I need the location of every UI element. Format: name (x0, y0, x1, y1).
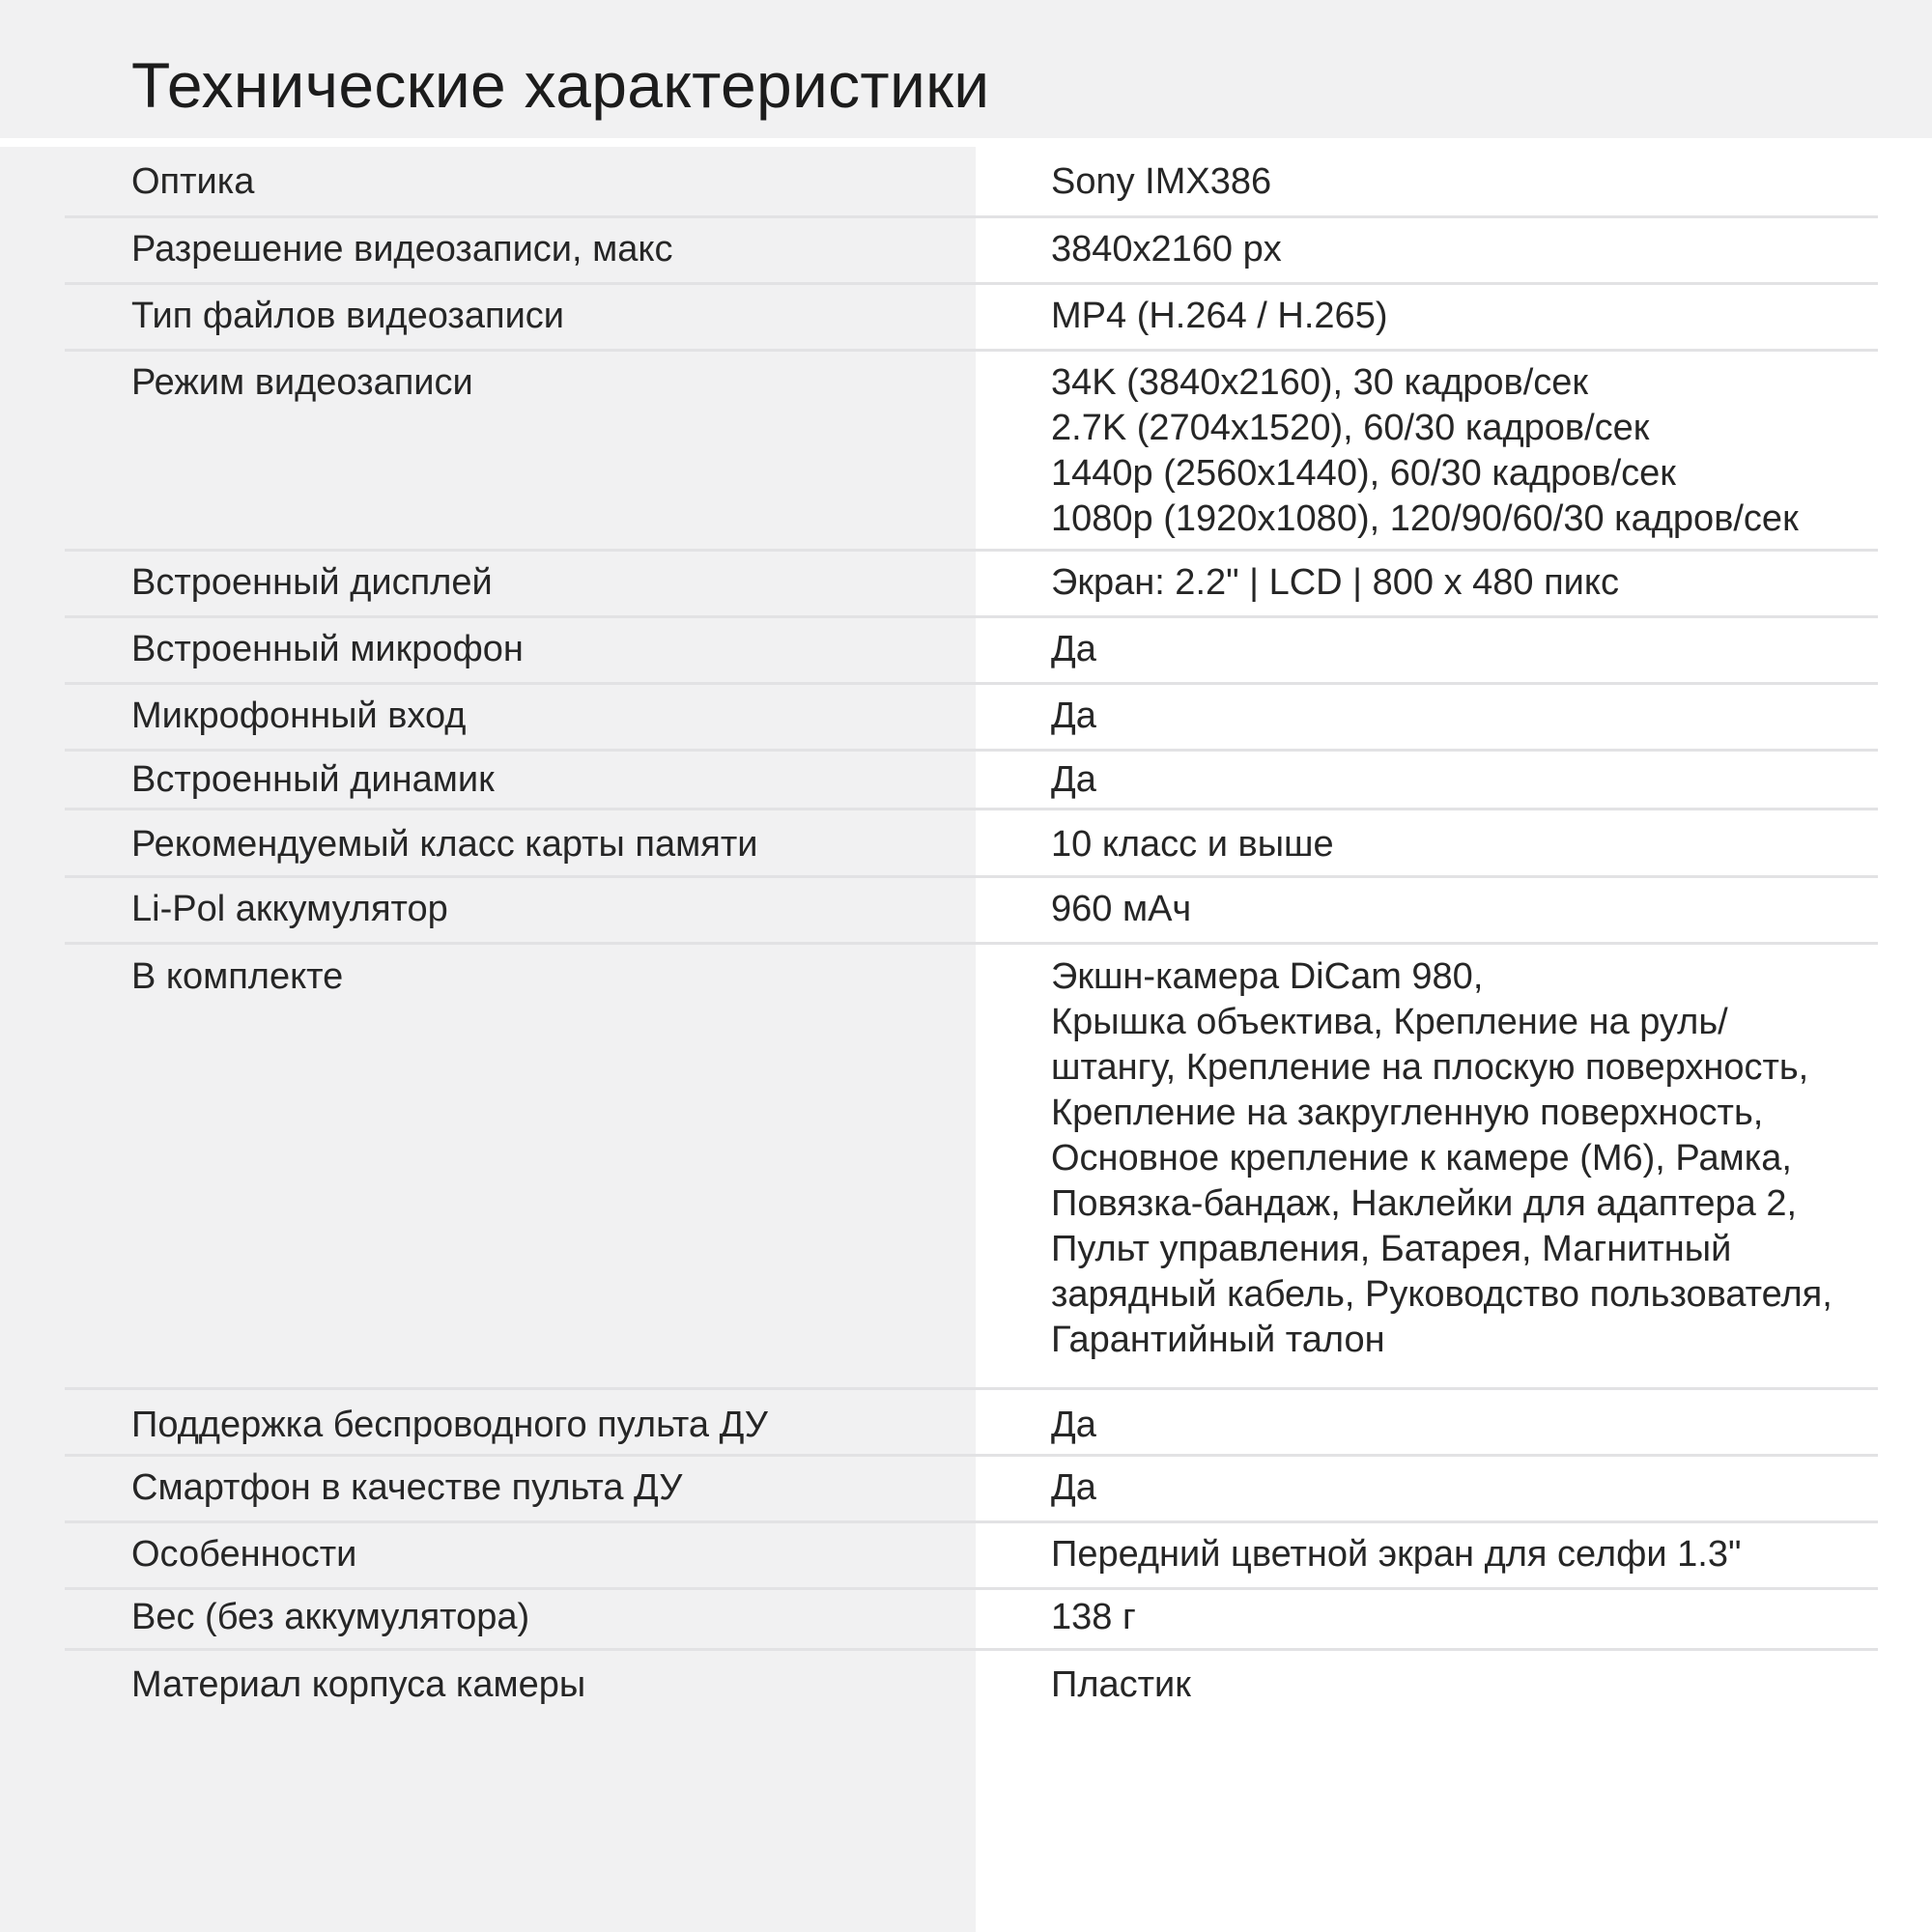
spec-row-memory-card (0, 810, 1932, 878)
spec-label: Тип файлов видеозаписи (131, 296, 565, 336)
spec-row-smartphone-remote (0, 1457, 1932, 1523)
spec-value: Да (1051, 759, 1096, 800)
spec-row-battery (0, 878, 1932, 945)
spec-label: Вес (без аккумулятора) (131, 1597, 530, 1637)
spec-value: Да (1051, 1467, 1096, 1508)
spec-value: MP4 (H.264 / H.265) (1051, 296, 1388, 336)
spec-label: Li-Pol аккумулятор (131, 889, 448, 929)
spec-row-mic-input (0, 685, 1932, 752)
spec-value: 960 мАч (1051, 889, 1192, 929)
spec-label: Микрофонный вход (131, 696, 467, 736)
spec-label: Смартфон в качестве пульта ДУ (131, 1467, 683, 1508)
spec-label: Оптика (131, 161, 255, 202)
spec-row-wireless-remote (0, 1390, 1932, 1457)
spec-value: Передний цветной экран для селфи 1.3" (1051, 1534, 1742, 1575)
spec-value: 10 класс и выше (1051, 824, 1334, 865)
spec-label: Встроенный микрофон (131, 629, 524, 669)
spec-label: Встроенный динамик (131, 759, 495, 800)
spec-row-optics (0, 147, 1932, 218)
spec-label: Режим видеозаписи (131, 362, 473, 403)
spec-value: Sony IMX386 (1051, 161, 1272, 202)
spec-value: Экран: 2.2" | LCD | 800 x 480 пикс (1051, 562, 1619, 603)
spec-value: Экшн-камера DiCam 980, Крышка объектива, Крепление на руль/ штангу, Крепление на плоскую поверхность, Крепление на закругленную поверхность, Основное крепление к камере (М6), Рамка, Повязка-бандаж, Наклейки для адаптера 2, Пульт управления, Батарея, Магнитный зарядный кабель, Руководство пользователя, Гарантийный талон (1051, 956, 1833, 1360)
spec-value: Да (1051, 629, 1096, 669)
spec-label: Рекомендуемый класс карты памяти (131, 824, 758, 865)
spec-value: Пластик (1051, 1664, 1191, 1705)
spec-row-speaker (0, 752, 1932, 810)
spec-row-package-contents (0, 945, 1932, 1390)
spec-label: Разрешение видеозаписи, макс (131, 229, 673, 270)
spec-row-features (0, 1523, 1932, 1590)
page-title: Технические характеристики (131, 49, 990, 121)
spec-label: Поддержка беспроводного пульта ДУ (131, 1405, 768, 1445)
spec-value: Да (1051, 1405, 1096, 1445)
spec-value: 138 г (1051, 1597, 1136, 1637)
spec-label: Материал корпуса камеры (131, 1664, 586, 1705)
spec-row-weight (0, 1590, 1932, 1651)
spec-value: 3840x2160 px (1051, 229, 1282, 270)
spec-row-microphone (0, 618, 1932, 685)
spec-row-body-material (0, 1651, 1932, 1719)
spec-label: В комплекте (131, 956, 344, 997)
spec-label: Встроенный дисплей (131, 562, 493, 603)
spec-row-max-resolution (0, 218, 1932, 285)
spec-table (0, 147, 1932, 1719)
spec-value: 34K (3840x2160), 30 кадров/сек 2.7K (2704x1520), 60/30 кадров/сек 1440p (2560x1440), 60/30 кадров/сек 1080p (1920x1080), 120/90/60/30 кадров/сек (1051, 362, 1799, 539)
spec-label: Особенности (131, 1534, 357, 1575)
spec-value: Да (1051, 696, 1096, 736)
spec-row-display (0, 552, 1932, 618)
spec-row-video-mode (0, 352, 1932, 552)
spec-row-file-type (0, 285, 1932, 352)
